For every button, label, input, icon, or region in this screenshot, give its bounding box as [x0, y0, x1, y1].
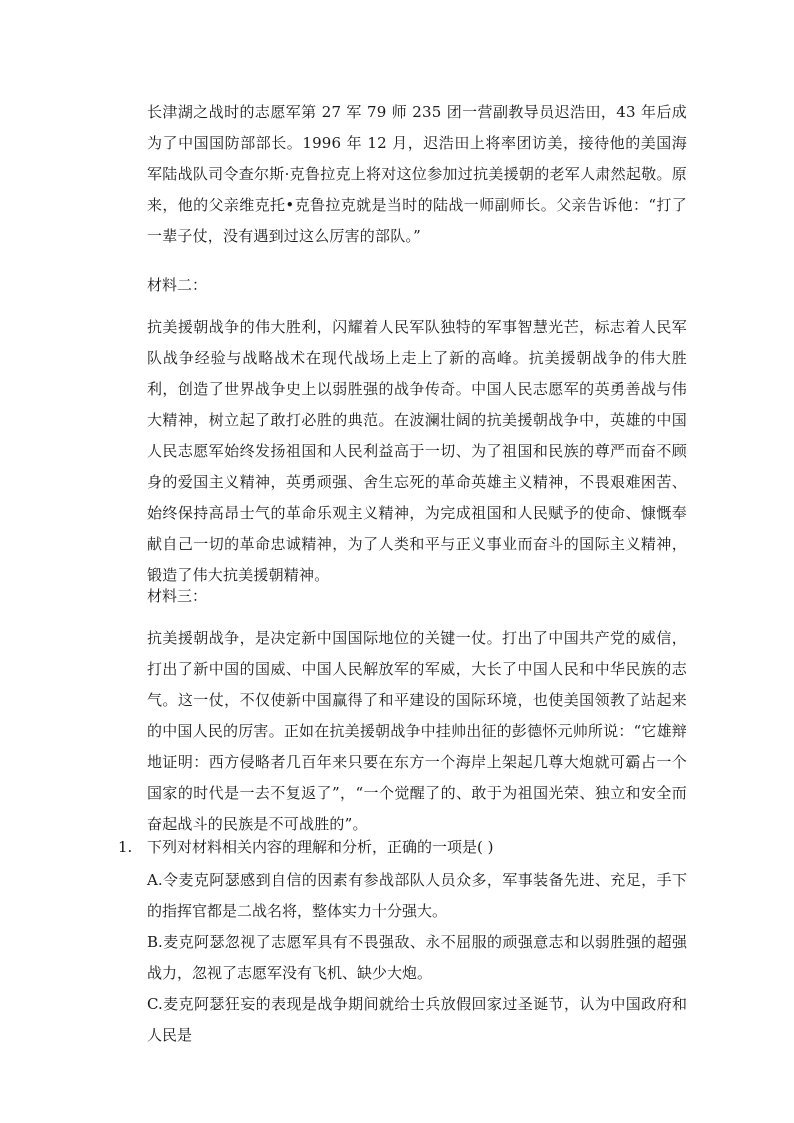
- option-c: C.麦克阿瑟狂妄的表现是战争期间就给士兵放假回家过圣诞节，认为中国政府和人民是: [147, 995, 687, 1044]
- material-three-paragraph: 抗美援朝战争，是决定新中国国际地位的关键一仗。打出了中国共产党的威信，打出了新中国的国威、中国人民解放军的军威，大长了中国人民和中华民族的志气。这一仗，不仅使新中国赢得了和平建设的国际环境，也使美国领教了站起来的中国人民的厉害。正如在抗美援朝战争中挂帅出征的彭德怀元帅所说：“它雄辩地证明：西方侵略者几百年来只要在东方一个海岸上架起几尊大炮就可霸占一个国家的时代是一去不复返了”，“一个觉醒了的、敢于为祖国光荣、独立和安全而奋起战斗的民族是不可战胜的”。: [147, 629, 687, 833]
- option-a: A.令麦克阿瑟感到自信的因素有参战部队人员众多，军事装备先进、充足，手下的指挥官都是二战名将，整体实力十分强大。: [147, 871, 687, 920]
- material-two-paragraph: 抗美援朝战争的伟大胜利，闪耀着人民军队独特的军事智慧光芒，标志着人民军队战争经验与战略战术在现代战场上走上了新的高峰。抗美援朝战争的伟大胜利，创造了世界战争史上以弱胜强的战争传奇。中国人民志愿军的英勇善战与伟大精神，树立起了敢打必胜的典范。在波澜壮阔的抗美援朝战争中，英雄的中国人民志愿军始终发扬祖国和人民利益高于一切、为了祖国和民族的尊严而奋不顾身的爱国主义精神，英勇顽强、舍生忘死的革命英雄主义精神，不畏艰难困苦、始终保持高昂士气的革命乐观主义精神，为完成祖国和人民赋予的使命、慷慨奉献自己一切的革命忠诚精神，为了人类和平与正义事业而奋斗的国际主义精神，锻造了伟大抗美援朝精神。: [147, 318, 687, 584]
- question-stem: 下列对材料相关内容的理解和分析，正确的一项是( ): [147, 838, 494, 856]
- option-b: B.麦克阿瑟忽视了志愿军具有不畏强敌、永不屈服的顽强意志和以弱胜强的超强战力，忽视了志愿军没有飞机、缺少大炮。: [147, 933, 687, 982]
- material-three-heading: 材料三：: [147, 587, 208, 605]
- material-two-heading: 材料二：: [147, 276, 208, 294]
- question-number: 1.: [118, 838, 133, 856]
- material-one-paragraph: 长津湖之战时的志愿军第 27 军 79 师 235 团一营副教导员迟浩田，43 年后成为了中国国防部部长。1996 年 12 月，迟浩田上将率团访美，接待他的美国海军陆战队司令查尔斯·克鲁拉克上将对这位参加过抗美援朝的老军人肃然起敬。原来，他的父亲维克托•克鲁拉克就是当时的陆战一师副师长。父亲告诉他：“打了一辈子仗，没有遇到过这么厉害的部队。”: [147, 103, 687, 245]
